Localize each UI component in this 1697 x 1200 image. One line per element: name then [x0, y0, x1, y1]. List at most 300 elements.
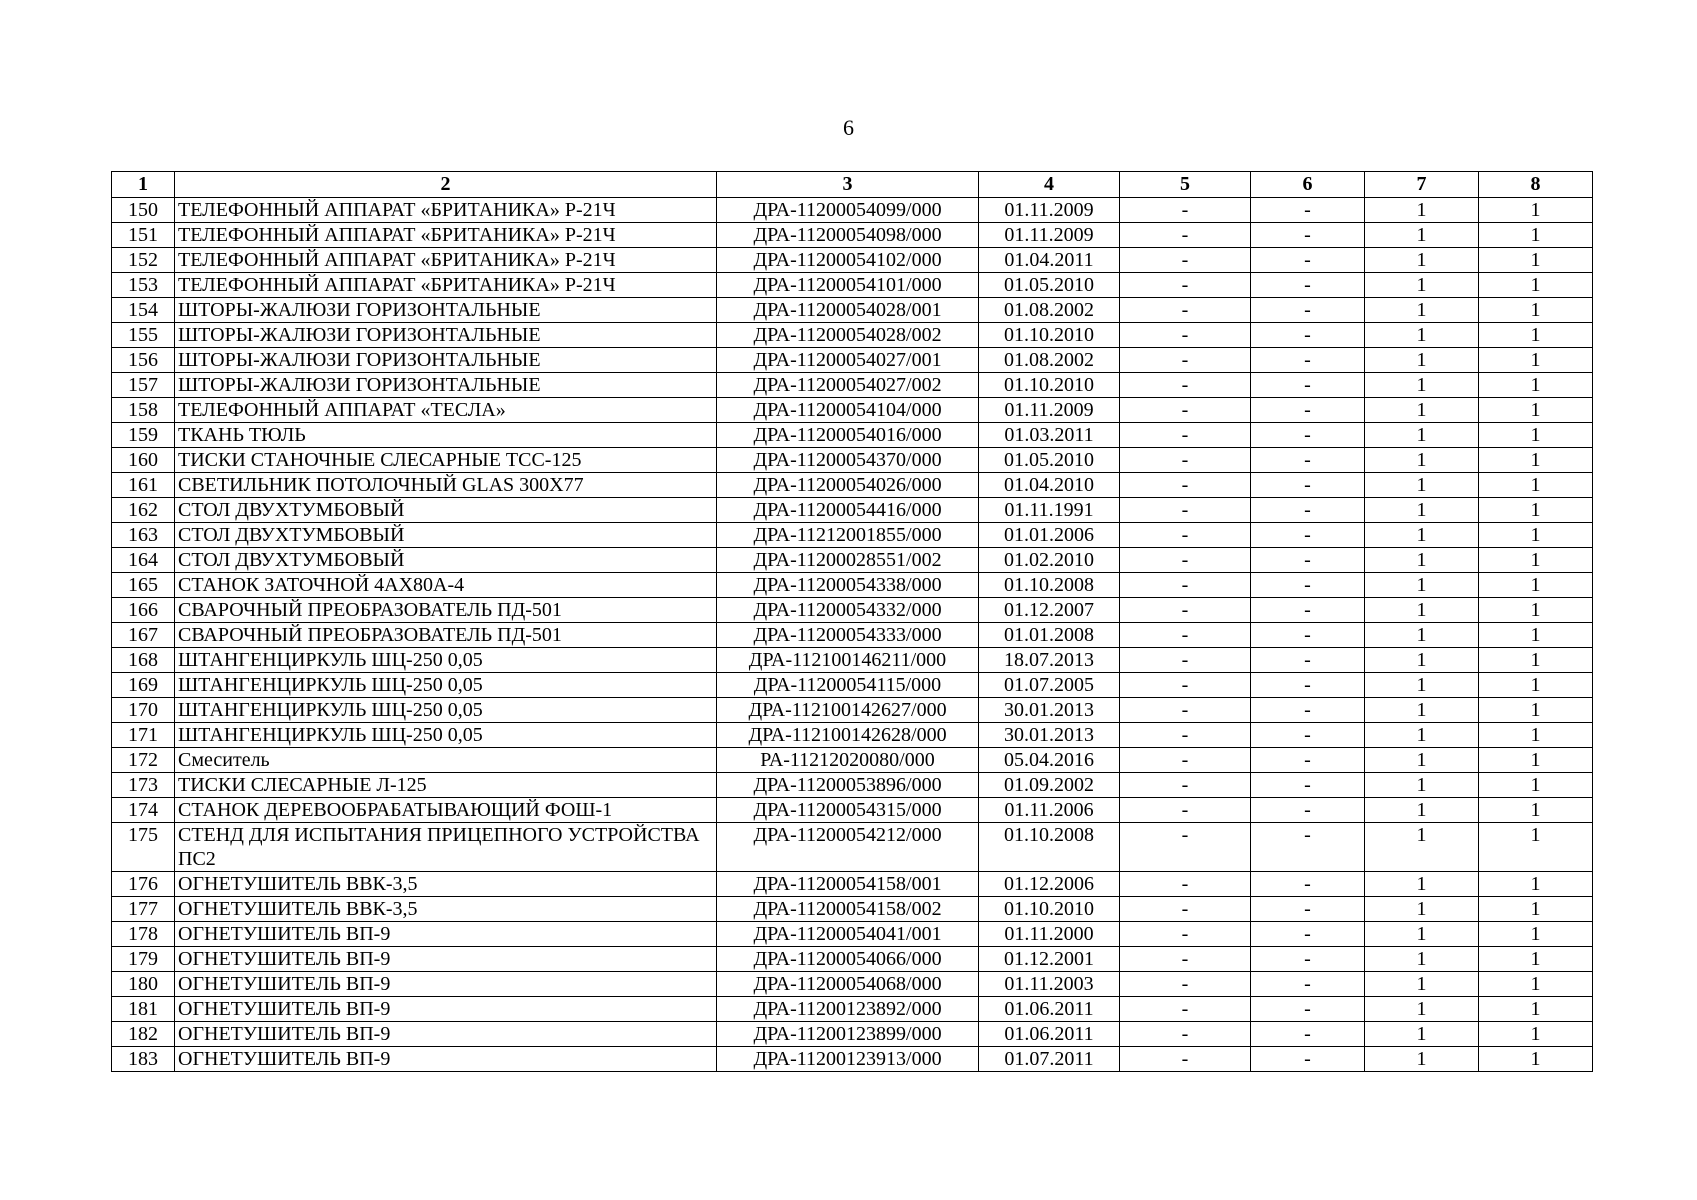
cell-col-6: -	[1251, 373, 1365, 398]
cell-item-name: ОГНЕТУШИТЕЛЬ ВП-9	[175, 997, 717, 1022]
cell-col-5: -	[1120, 922, 1251, 947]
cell-date: 01.05.2010	[979, 448, 1120, 473]
cell-row-number: 162	[112, 498, 175, 523]
cell-row-number: 160	[112, 448, 175, 473]
cell-row-number: 156	[112, 348, 175, 373]
cell-col-8: 1	[1479, 223, 1593, 248]
cell-col-8: 1	[1479, 997, 1593, 1022]
cell-col-6: -	[1251, 298, 1365, 323]
cell-inventory-code: ДРА-11200054027/001	[717, 348, 979, 373]
cell-row-number: 181	[112, 997, 175, 1022]
cell-inventory-code: ДРА-11200054158/002	[717, 897, 979, 922]
table-row	[112, 273, 1593, 298]
cell-col-6: -	[1251, 623, 1365, 648]
cell-inventory-code: ДРА-112100142627/000	[717, 698, 979, 723]
cell-col-6: -	[1251, 698, 1365, 723]
cell-item-name: СТАНОК ДЕРЕВООБРАБАТЫВАЮЩИЙ ФОШ-1	[175, 798, 717, 823]
cell-col-8: 1	[1479, 323, 1593, 348]
cell-item-name: ОГНЕТУШИТЕЛЬ ВВК-3,5	[175, 872, 717, 897]
cell-row-number: 167	[112, 623, 175, 648]
table-row	[112, 623, 1593, 648]
cell-item-name: ТЕЛЕФОННЫЙ АППАРАТ «БРИТАНИКА» Р-21Ч	[175, 273, 717, 298]
cell-col-8: 1	[1479, 972, 1593, 997]
cell-col-7: 1	[1365, 1047, 1479, 1072]
table-row	[112, 723, 1593, 748]
cell-col-5: -	[1120, 997, 1251, 1022]
column-header-date: 4	[979, 172, 1120, 198]
cell-col-7: 1	[1365, 273, 1479, 298]
cell-col-5: -	[1120, 298, 1251, 323]
cell-col-6: -	[1251, 248, 1365, 273]
table-body	[112, 198, 1593, 1072]
cell-col-5: -	[1120, 1022, 1251, 1047]
cell-col-8: 1	[1479, 498, 1593, 523]
cell-date: 01.12.2001	[979, 947, 1120, 972]
cell-inventory-code: ДРА-11212001855/000	[717, 523, 979, 548]
cell-col-8: 1	[1479, 1047, 1593, 1072]
cell-col-8: 1	[1479, 1022, 1593, 1047]
cell-date: 01.06.2011	[979, 997, 1120, 1022]
cell-date: 01.11.2003	[979, 972, 1120, 997]
cell-row-number: 150	[112, 198, 175, 223]
cell-row-number: 176	[112, 872, 175, 897]
cell-col-6: -	[1251, 947, 1365, 972]
table-row	[112, 223, 1593, 248]
cell-col-5: -	[1120, 398, 1251, 423]
cell-row-number: 158	[112, 398, 175, 423]
cell-inventory-code: ДРА-112100142628/000	[717, 723, 979, 748]
cell-date: 01.09.2002	[979, 773, 1120, 798]
cell-col-6: -	[1251, 473, 1365, 498]
cell-col-7: 1	[1365, 498, 1479, 523]
cell-col-8: 1	[1479, 623, 1593, 648]
cell-col-6: -	[1251, 498, 1365, 523]
table-row	[112, 573, 1593, 598]
cell-row-number: 178	[112, 922, 175, 947]
cell-col-7: 1	[1365, 872, 1479, 897]
cell-inventory-code: ДРА-11200054102/000	[717, 248, 979, 273]
table-row	[112, 448, 1593, 473]
cell-col-8: 1	[1479, 373, 1593, 398]
cell-item-name: ШТОРЫ-ЖАЛЮЗИ ГОРИЗОНТАЛЬНЫЕ	[175, 348, 717, 373]
table-header	[112, 172, 1593, 198]
column-header-inventory-code: 3	[717, 172, 979, 198]
column-header-col-6: 6	[1251, 172, 1365, 198]
cell-col-8: 1	[1479, 248, 1593, 273]
cell-date: 01.07.2005	[979, 673, 1120, 698]
cell-item-name: ТЕЛЕФОННЫЙ АППАРАТ «ТЕСЛА»	[175, 398, 717, 423]
cell-col-6: -	[1251, 748, 1365, 773]
cell-date: 01.10.2010	[979, 897, 1120, 922]
table-row	[112, 922, 1593, 947]
cell-item-name: СТОЛ ДВУХТУМБОВЫЙ	[175, 498, 717, 523]
cell-col-6: -	[1251, 1022, 1365, 1047]
cell-item-name: ОГНЕТУШИТЕЛЬ ВП-9	[175, 972, 717, 997]
cell-col-6: -	[1251, 1047, 1365, 1072]
cell-col-5: -	[1120, 698, 1251, 723]
cell-row-number: 168	[112, 648, 175, 673]
cell-date: 01.01.2006	[979, 523, 1120, 548]
header-row	[112, 172, 1593, 198]
cell-item-name: СВЕТИЛЬНИК ПОТОЛОЧНЫЙ GLAS 300Х77	[175, 473, 717, 498]
cell-item-name: ШТОРЫ-ЖАЛЮЗИ ГОРИЗОНТАЛЬНЫЕ	[175, 298, 717, 323]
cell-col-7: 1	[1365, 198, 1479, 223]
cell-date: 01.08.2002	[979, 298, 1120, 323]
cell-col-7: 1	[1365, 598, 1479, 623]
cell-col-8: 1	[1479, 773, 1593, 798]
page-number: 6	[843, 115, 854, 140]
cell-col-8: 1	[1479, 897, 1593, 922]
cell-col-8: 1	[1479, 273, 1593, 298]
cell-col-7: 1	[1365, 623, 1479, 648]
cell-col-8: 1	[1479, 698, 1593, 723]
cell-col-6: -	[1251, 323, 1365, 348]
table-row	[112, 997, 1593, 1022]
cell-inventory-code: ДРА-11200054028/001	[717, 298, 979, 323]
table-row	[112, 248, 1593, 273]
cell-col-5: -	[1120, 248, 1251, 273]
cell-item-name: ОГНЕТУШИТЕЛЬ ВП-9	[175, 1047, 717, 1072]
cell-inventory-code: ДРА-11200054016/000	[717, 423, 979, 448]
cell-col-5: -	[1120, 773, 1251, 798]
cell-item-name: ОГНЕТУШИТЕЛЬ ВП-9	[175, 922, 717, 947]
cell-col-6: -	[1251, 273, 1365, 298]
table-row	[112, 673, 1593, 698]
cell-inventory-code: ДРА-11200054416/000	[717, 498, 979, 523]
cell-inventory-code: ДРА-11200054068/000	[717, 972, 979, 997]
cell-col-7: 1	[1365, 1022, 1479, 1047]
cell-row-number: 172	[112, 748, 175, 773]
cell-date: 01.07.2011	[979, 1047, 1120, 1072]
cell-inventory-code: ДРА-11200054115/000	[717, 673, 979, 698]
cell-col-7: 1	[1365, 348, 1479, 373]
cell-col-8: 1	[1479, 598, 1593, 623]
cell-col-8: 1	[1479, 473, 1593, 498]
cell-row-number: 170	[112, 698, 175, 723]
cell-col-6: -	[1251, 897, 1365, 922]
cell-col-8: 1	[1479, 523, 1593, 548]
table-row	[112, 648, 1593, 673]
cell-col-7: 1	[1365, 648, 1479, 673]
cell-col-7: 1	[1365, 773, 1479, 798]
cell-item-name: ТИСКИ СТАНОЧНЫЕ СЛЕСАРНЫЕ ТСС-125	[175, 448, 717, 473]
cell-date: 01.10.2010	[979, 323, 1120, 348]
cell-date: 30.01.2013	[979, 698, 1120, 723]
cell-date: 05.04.2016	[979, 748, 1120, 773]
cell-col-7: 1	[1365, 748, 1479, 773]
cell-item-name: ТЕЛЕФОННЫЙ АППАРАТ «БРИТАНИКА» Р-21Ч	[175, 248, 717, 273]
cell-item-name: ТИСКИ СЛЕСАРНЫЕ Л-125	[175, 773, 717, 798]
cell-row-number: 182	[112, 1022, 175, 1047]
cell-item-name: СТЕНД ДЛЯ ИСПЫТАНИЯ ПРИЦЕПНОГО УСТРОЙСТВА ПС2	[175, 823, 717, 872]
cell-inventory-code: ДРА-11200054099/000	[717, 198, 979, 223]
cell-inventory-code: ДРА-11200054028/002	[717, 323, 979, 348]
cell-inventory-code: ДРА-11200054333/000	[717, 623, 979, 648]
cell-col-5: -	[1120, 348, 1251, 373]
cell-col-8: 1	[1479, 922, 1593, 947]
cell-col-7: 1	[1365, 523, 1479, 548]
cell-col-6: -	[1251, 573, 1365, 598]
cell-col-6: -	[1251, 723, 1365, 748]
cell-date: 01.11.2000	[979, 922, 1120, 947]
cell-row-number: 183	[112, 1047, 175, 1072]
cell-inventory-code: ДРА-11200123892/000	[717, 997, 979, 1022]
cell-date: 01.03.2011	[979, 423, 1120, 448]
cell-row-number: 175	[112, 823, 175, 872]
inventory-table	[111, 171, 1593, 1072]
cell-inventory-code: ДРА-11200054101/000	[717, 273, 979, 298]
cell-date: 01.12.2007	[979, 598, 1120, 623]
cell-col-6: -	[1251, 648, 1365, 673]
cell-col-5: -	[1120, 673, 1251, 698]
column-header-item-name: 2	[175, 172, 717, 198]
cell-inventory-code: ДРА-11200054041/001	[717, 922, 979, 947]
cell-col-8: 1	[1479, 548, 1593, 573]
cell-date: 01.05.2010	[979, 273, 1120, 298]
cell-col-5: -	[1120, 423, 1251, 448]
cell-col-7: 1	[1365, 673, 1479, 698]
cell-col-5: -	[1120, 972, 1251, 997]
cell-col-8: 1	[1479, 398, 1593, 423]
cell-row-number: 159	[112, 423, 175, 448]
cell-col-5: -	[1120, 573, 1251, 598]
table-row	[112, 823, 1593, 872]
cell-col-5: -	[1120, 548, 1251, 573]
table-row	[112, 298, 1593, 323]
cell-col-7: 1	[1365, 298, 1479, 323]
cell-col-6: -	[1251, 798, 1365, 823]
cell-date: 01.11.2006	[979, 798, 1120, 823]
cell-col-6: -	[1251, 673, 1365, 698]
cell-inventory-code: ДРА-11200054338/000	[717, 573, 979, 598]
column-header-row-number: 1	[112, 172, 175, 198]
cell-col-8: 1	[1479, 723, 1593, 748]
cell-inventory-code: ДРА-11200054104/000	[717, 398, 979, 423]
table-row	[112, 798, 1593, 823]
table-row	[112, 498, 1593, 523]
cell-date: 01.10.2010	[979, 373, 1120, 398]
table-row	[112, 598, 1593, 623]
cell-col-7: 1	[1365, 823, 1479, 872]
cell-col-7: 1	[1365, 373, 1479, 398]
cell-col-7: 1	[1365, 248, 1479, 273]
cell-col-8: 1	[1479, 298, 1593, 323]
cell-row-number: 166	[112, 598, 175, 623]
cell-col-5: -	[1120, 872, 1251, 897]
cell-col-5: -	[1120, 623, 1251, 648]
cell-col-5: -	[1120, 723, 1251, 748]
cell-date: 01.01.2008	[979, 623, 1120, 648]
cell-item-name: СВАРОЧНЫЙ ПРЕОБРАЗОВАТЕЛЬ ПД-501	[175, 598, 717, 623]
cell-col-8: 1	[1479, 798, 1593, 823]
cell-col-8: 1	[1479, 348, 1593, 373]
cell-inventory-code: ДРА-11200028551/002	[717, 548, 979, 573]
table-row	[112, 373, 1593, 398]
cell-col-8: 1	[1479, 573, 1593, 598]
table-row	[112, 423, 1593, 448]
cell-col-5: -	[1120, 498, 1251, 523]
column-header-col-8: 8	[1479, 172, 1593, 198]
cell-col-6: -	[1251, 598, 1365, 623]
cell-row-number: 165	[112, 573, 175, 598]
cell-col-8: 1	[1479, 823, 1593, 872]
table-row	[112, 323, 1593, 348]
cell-date: 01.04.2011	[979, 248, 1120, 273]
cell-inventory-code: ДРА-11200054027/002	[717, 373, 979, 398]
cell-col-6: -	[1251, 198, 1365, 223]
cell-date: 01.06.2011	[979, 1022, 1120, 1047]
cell-col-8: 1	[1479, 648, 1593, 673]
cell-date: 01.11.1991	[979, 498, 1120, 523]
cell-col-6: -	[1251, 997, 1365, 1022]
cell-item-name: ШТАНГЕНЦИРКУЛЬ ШЦ-250 0,05	[175, 698, 717, 723]
cell-row-number: 154	[112, 298, 175, 323]
cell-col-6: -	[1251, 823, 1365, 872]
cell-row-number: 169	[112, 673, 175, 698]
column-header-col-7: 7	[1365, 172, 1479, 198]
cell-col-7: 1	[1365, 448, 1479, 473]
cell-col-6: -	[1251, 398, 1365, 423]
cell-inventory-code: ДРА-11200054370/000	[717, 448, 979, 473]
cell-item-name: СТОЛ ДВУХТУМБОВЫЙ	[175, 548, 717, 573]
table-row	[112, 348, 1593, 373]
cell-date: 01.10.2008	[979, 573, 1120, 598]
cell-col-7: 1	[1365, 947, 1479, 972]
cell-col-8: 1	[1479, 198, 1593, 223]
cell-item-name: ТКАНЬ ТЮЛЬ	[175, 423, 717, 448]
cell-col-7: 1	[1365, 897, 1479, 922]
cell-col-7: 1	[1365, 423, 1479, 448]
cell-item-name: СВАРОЧНЫЙ ПРЕОБРАЗОВАТЕЛЬ ПД-501	[175, 623, 717, 648]
cell-inventory-code: ДРА-11200054315/000	[717, 798, 979, 823]
cell-date: 30.01.2013	[979, 723, 1120, 748]
cell-col-5: -	[1120, 323, 1251, 348]
column-header-col-5: 5	[1120, 172, 1251, 198]
cell-col-8: 1	[1479, 423, 1593, 448]
cell-col-6: -	[1251, 922, 1365, 947]
cell-inventory-code: ДРА-11200053896/000	[717, 773, 979, 798]
table-row	[112, 398, 1593, 423]
cell-inventory-code: ДРА-11200054026/000	[717, 473, 979, 498]
cell-item-name: ОГНЕТУШИТЕЛЬ ВП-9	[175, 1022, 717, 1047]
cell-item-name: ТЕЛЕФОННЫЙ АППАРАТ «БРИТАНИКА» Р-21Ч	[175, 198, 717, 223]
cell-col-8: 1	[1479, 947, 1593, 972]
cell-col-7: 1	[1365, 922, 1479, 947]
cell-item-name: ТЕЛЕФОННЫЙ АППАРАТ «БРИТАНИКА» Р-21Ч	[175, 223, 717, 248]
cell-col-5: -	[1120, 897, 1251, 922]
cell-row-number: 180	[112, 972, 175, 997]
cell-col-5: -	[1120, 198, 1251, 223]
cell-col-6: -	[1251, 548, 1365, 573]
cell-item-name: ШТОРЫ-ЖАЛЮЗИ ГОРИЗОНТАЛЬНЫЕ	[175, 373, 717, 398]
table-row	[112, 1022, 1593, 1047]
cell-col-7: 1	[1365, 798, 1479, 823]
cell-inventory-code: ДРА-11200054332/000	[717, 598, 979, 623]
cell-col-8: 1	[1479, 673, 1593, 698]
cell-row-number: 153	[112, 273, 175, 298]
cell-col-7: 1	[1365, 223, 1479, 248]
cell-col-7: 1	[1365, 573, 1479, 598]
cell-col-6: -	[1251, 773, 1365, 798]
cell-item-name: СТОЛ ДВУХТУМБОВЫЙ	[175, 523, 717, 548]
cell-date: 01.11.2009	[979, 398, 1120, 423]
cell-inventory-code: ДРА-11200054066/000	[717, 947, 979, 972]
cell-col-6: -	[1251, 423, 1365, 448]
cell-row-number: 152	[112, 248, 175, 273]
cell-item-name: Смеситель	[175, 748, 717, 773]
cell-row-number: 171	[112, 723, 175, 748]
cell-col-6: -	[1251, 448, 1365, 473]
cell-col-6: -	[1251, 523, 1365, 548]
table-row	[112, 698, 1593, 723]
cell-col-7: 1	[1365, 997, 1479, 1022]
cell-col-5: -	[1120, 523, 1251, 548]
cell-col-7: 1	[1365, 473, 1479, 498]
cell-col-5: -	[1120, 448, 1251, 473]
cell-col-5: -	[1120, 1047, 1251, 1072]
table-row	[112, 748, 1593, 773]
cell-col-7: 1	[1365, 398, 1479, 423]
cell-col-6: -	[1251, 872, 1365, 897]
cell-date: 01.08.2002	[979, 348, 1120, 373]
cell-row-number: 173	[112, 773, 175, 798]
cell-col-5: -	[1120, 598, 1251, 623]
cell-col-7: 1	[1365, 723, 1479, 748]
cell-item-name: ШТОРЫ-ЖАЛЮЗИ ГОРИЗОНТАЛЬНЫЕ	[175, 323, 717, 348]
table-row	[112, 972, 1593, 997]
cell-date: 01.11.2009	[979, 223, 1120, 248]
cell-row-number: 174	[112, 798, 175, 823]
cell-date: 01.02.2010	[979, 548, 1120, 573]
cell-date: 18.07.2013	[979, 648, 1120, 673]
cell-col-7: 1	[1365, 972, 1479, 997]
cell-row-number: 164	[112, 548, 175, 573]
cell-col-5: -	[1120, 947, 1251, 972]
cell-col-7: 1	[1365, 548, 1479, 573]
cell-inventory-code: ДРА-112100146211/000	[717, 648, 979, 673]
table-row	[112, 872, 1593, 897]
cell-row-number: 177	[112, 897, 175, 922]
cell-inventory-code: ДРА-11200054212/000	[717, 823, 979, 872]
cell-item-name: ШТАНГЕНЦИРКУЛЬ ШЦ-250 0,05	[175, 673, 717, 698]
cell-col-5: -	[1120, 223, 1251, 248]
cell-inventory-code: ДРА-11200054098/000	[717, 223, 979, 248]
cell-row-number: 161	[112, 473, 175, 498]
cell-col-6: -	[1251, 348, 1365, 373]
cell-col-6: -	[1251, 972, 1365, 997]
cell-item-name: ШТАНГЕНЦИРКУЛЬ ШЦ-250 0,05	[175, 648, 717, 673]
table-row	[112, 473, 1593, 498]
cell-col-5: -	[1120, 823, 1251, 872]
cell-col-5: -	[1120, 748, 1251, 773]
cell-row-number: 155	[112, 323, 175, 348]
cell-item-name: ОГНЕТУШИТЕЛЬ ВВК-3,5	[175, 897, 717, 922]
cell-col-5: -	[1120, 473, 1251, 498]
cell-col-5: -	[1120, 648, 1251, 673]
table-row	[112, 897, 1593, 922]
cell-col-5: -	[1120, 798, 1251, 823]
cell-col-5: -	[1120, 273, 1251, 298]
cell-item-name: ШТАНГЕНЦИРКУЛЬ ШЦ-250 0,05	[175, 723, 717, 748]
table-row	[112, 198, 1593, 223]
cell-row-number: 179	[112, 947, 175, 972]
cell-row-number: 151	[112, 223, 175, 248]
table-row	[112, 548, 1593, 573]
table-row	[112, 947, 1593, 972]
cell-row-number: 163	[112, 523, 175, 548]
cell-date: 01.04.2010	[979, 473, 1120, 498]
cell-col-8: 1	[1479, 872, 1593, 897]
